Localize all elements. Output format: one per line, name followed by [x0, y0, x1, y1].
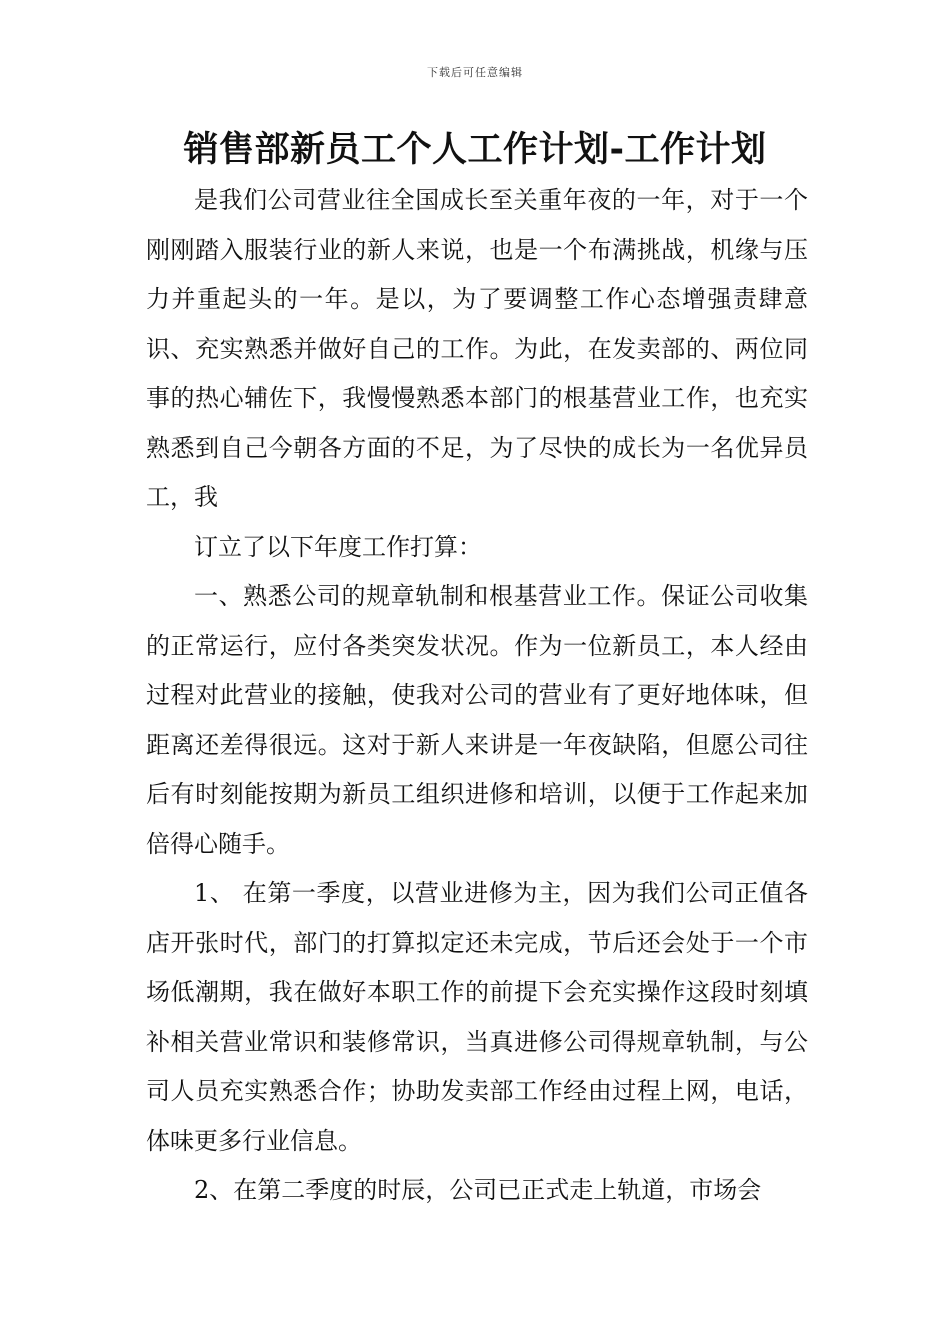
paragraph-intro: 是我们公司营业往全国成长至关重年夜的一年，对于一个刚刚踏入服装行业的新人来说，也是一个布满挑战，机缘与压力并重起头的一年。是以，为了要调整工作心态增强责肆意识、充实熟悉并做好自己的工作。为此，在发卖部的、两位同事的热心辅佐下，我慢慢熟悉本部门的根基营业工作，也充实熟悉到自己今朝各方面的不足，为了尽快的成长为一名优异员工，我: [146, 186, 808, 511]
header-note: 下载后可任意编辑: [427, 66, 523, 79]
paragraph-quarter-one: 1、 在第一季度，以营业进修为主，因为我们公司正值各店开张时代，部门的打算拟定还未完成，节后还会处于一个市场低潮期，我在做好本职工作的前提下会充实操作这段时刻填补相关营业常识和装修常识，当真进修公司得规章轨制，与公司人员充实熟悉合作；协助发卖部工作经由过程上网，电话，体味更多行业信息。: [146, 879, 808, 1155]
paragraph-quarter-two: 2、在第二季度的时辰，公司已正式走上轨道，市场会: [194, 1176, 762, 1204]
paragraph-plan-lead: 订立了以下年度工作打算：: [194, 532, 482, 561]
paragraph-section-one: 一、熟悉公司的规章轨制和根基营业工作。保证公司收集的正常运行，应付各类突发状况。作为一位新员工，本人经由过程对此营业的接触，使我对公司的营业有了更好地体味，但距离还差得很远。这对于新人来讲是一年夜缺陷，但愿公司往后有时刻能按期为新员工组织进修和培训，以便于工作起来加倍得心随手。: [146, 582, 808, 858]
document-title: 销售部新员工个人工作计划-工作计划: [183, 130, 767, 170]
document-body: [146, 176, 808, 1216]
